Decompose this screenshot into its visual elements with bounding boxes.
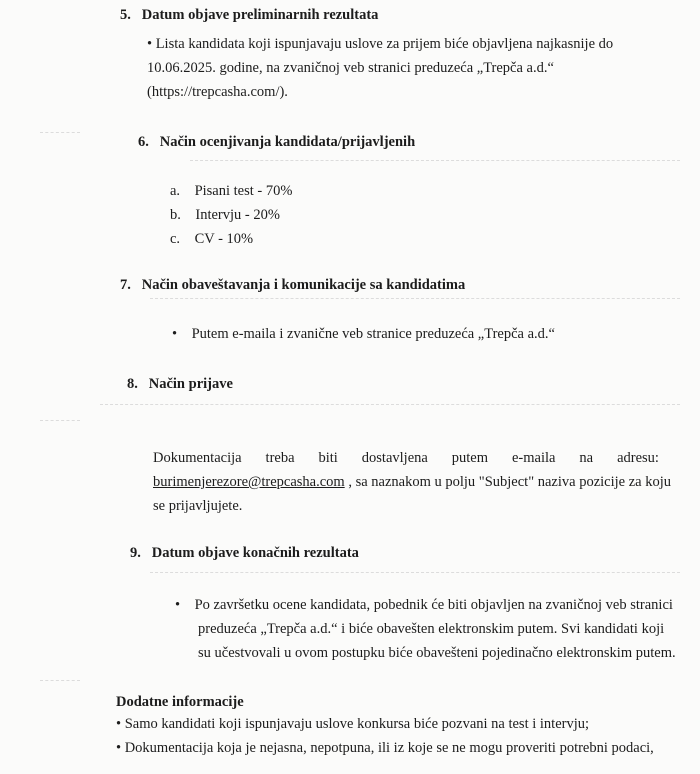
paragraph-line: 10.06.2025. godine, na zvaničnoj veb stranici preduzeća „Trepča a.d.“ — [147, 60, 554, 76]
list-letter: a. — [170, 183, 181, 199]
list-item — [170, 207, 280, 224]
section-8-heading — [127, 376, 233, 393]
paragraph-line: • Dokumentacija koja je nejasna, nepotpuna, ili iz koje se ne mogu proveriti potrebni podaci, — [116, 740, 654, 756]
scan-artifact — [40, 680, 80, 681]
bullet-icon: • — [175, 597, 181, 613]
word: adresu: — [617, 450, 659, 466]
paragraph-line: • Lista kandidata koji ispunjavaju uslove za prijem biće objavljena najkasnije do — [147, 36, 614, 52]
paragraph-line: • Samo kandidati koji ispunjavaju uslove konkursa biće pozvani na test i intervju; — [116, 716, 590, 732]
paragraph-text: , sa naznakom u polju "Subject" naziva pozicije za koju — [348, 474, 671, 490]
word: Dokumentacija — [153, 450, 242, 466]
bullet-item — [175, 597, 673, 614]
bullet-item — [172, 326, 555, 343]
paragraph-line: su učestvovali u ovom postupku biće obavešteni pojedinačno elektronskim putem. — [198, 645, 676, 661]
section-title: Način prijave — [148, 376, 233, 392]
section-number: 9. — [130, 545, 141, 561]
paragraph-line: preduzeća „Trepča a.d.“ i biće obavešten elektronskim putem. Svi kandidati koji — [198, 621, 665, 637]
list-text: Intervju - 20% — [195, 207, 280, 223]
scan-artifact — [40, 420, 80, 421]
word: putem — [451, 450, 489, 466]
section-title: Način ocenjivanja kandidata/prijavljenih — [159, 134, 416, 150]
section-title: Način obaveštavanja i komunikacije sa kandidatima — [141, 277, 466, 293]
bullet-text: Po završetku ocene kandidata, pobednik će biti objavljen na zvaničnoj veb stranici — [194, 597, 673, 613]
section-7-heading — [120, 277, 465, 294]
word: biti — [318, 450, 338, 466]
bullet-text: Putem e-maila i zvanične veb stranice preduzeća „Trepča a.d.“ — [191, 326, 555, 342]
section-number: 5. — [120, 7, 131, 23]
bullet-icon: • — [172, 326, 178, 342]
scan-artifact — [100, 404, 680, 405]
scan-artifact — [150, 298, 680, 299]
section-number: 8. — [127, 376, 138, 392]
scan-artifact — [40, 132, 80, 133]
section-title: Datum objave konačnih rezultata — [151, 545, 359, 561]
list-item — [170, 183, 292, 200]
word: dostavljena — [361, 450, 428, 466]
justified-line — [153, 450, 659, 467]
list-item — [170, 231, 253, 248]
paragraph-line: se prijavljujete. — [153, 498, 243, 514]
paragraph-line — [153, 474, 671, 491]
section-title: Datum objave preliminarnih rezultata — [141, 7, 379, 23]
scan-artifact — [150, 572, 680, 573]
section-9-heading — [130, 545, 359, 562]
section-5-heading — [120, 7, 378, 24]
list-text: CV - 10% — [194, 231, 254, 247]
additional-info-heading: Dodatne informacije — [116, 694, 244, 710]
word: treba — [265, 450, 295, 466]
list-letter: b. — [170, 207, 181, 223]
list-letter: c. — [170, 231, 181, 247]
section-number: 6. — [138, 134, 149, 150]
scan-artifact — [190, 160, 680, 161]
section-number: 7. — [120, 277, 131, 293]
word: e-maila — [511, 450, 556, 466]
list-text: Pisani test - 70% — [194, 183, 293, 199]
email-link[interactable]: burimenjerezore@trepcasha.com — [153, 474, 345, 490]
section-6-heading — [138, 134, 415, 151]
paragraph-line: (https://trepcasha.com/). — [147, 84, 288, 100]
word: na — [579, 450, 594, 466]
